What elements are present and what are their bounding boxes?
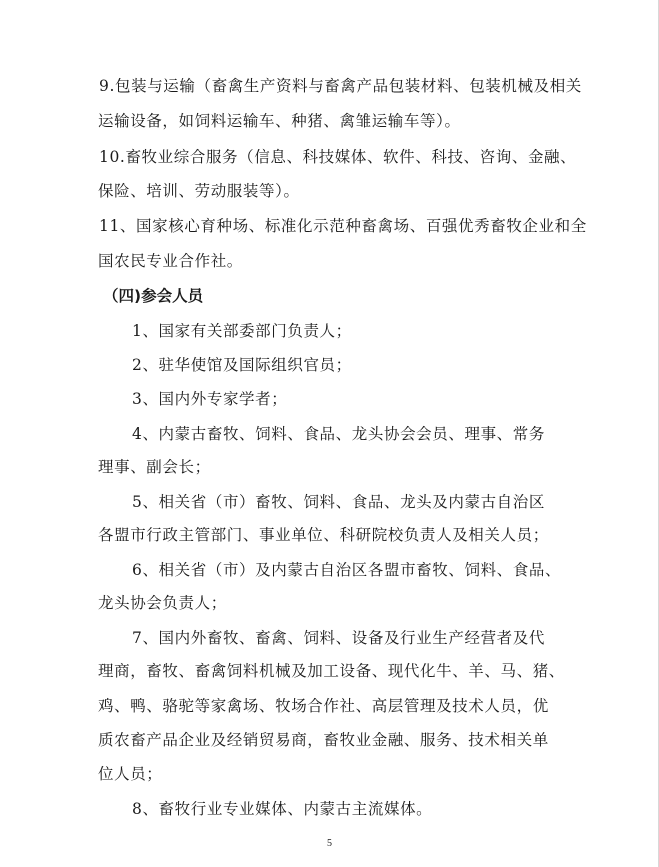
attendee-item-5-line-1: 5、相关省（市）畜牧、饲料、食品、龙头及内蒙古自治区 bbox=[132, 493, 545, 511]
page-number: 5 bbox=[327, 838, 332, 849]
attendee-item-3: 3、国内外专家学者； bbox=[132, 390, 288, 408]
attendee-item-7-line-1: 7、国内外畜牧、畜禽、饲料、设备及行业生产经营者及代 bbox=[132, 629, 545, 647]
paragraph-11-line-1: 11、国家核心育种场、标准化示范种畜禽场、百强优秀畜牧企业和全 bbox=[99, 217, 587, 235]
attendee-item-2: 2、驻华使馆及国际组织官员； bbox=[132, 356, 352, 374]
paragraph-10-line-2: 保险、培训、劳动服装等）。 bbox=[98, 182, 300, 200]
paragraph-9-line-1: 9.包装与运输（畜禽生产资料与畜禽产品包装材料、包装机械及相关 bbox=[99, 77, 582, 95]
attendee-item-1: 1、国家有关部委部门负责人； bbox=[132, 322, 352, 340]
paragraph-9-line-2: 运输设备，如饲料运输车、种猪、禽雏运输车等）。 bbox=[98, 112, 461, 130]
paragraph-10-line-1: 10.畜牧业综合服务（信息、科技媒体、软件、科技、咨询、金融、 bbox=[99, 148, 577, 166]
attendee-item-6-line-2: 龙头协会负责人； bbox=[98, 594, 227, 612]
attendee-item-5-line-2: 各盟市行政主管部门、事业单位、科研院校负责人及相关人员； bbox=[98, 526, 549, 544]
attendee-item-6-line-1: 6、相关省（市）及内蒙古自治区各盟市畜牧、饲料、食品、 bbox=[132, 561, 562, 579]
attendee-item-7-line-4: 质农畜产品企业及经销贸易商，畜牧业金融、服务、技术相关单 bbox=[98, 731, 549, 749]
attendee-item-7-line-2: 理商，畜牧、畜禽饲料机械及加工设备、现代化牛、羊、马、猪、 bbox=[98, 662, 565, 680]
section-heading: （四)参会人员 bbox=[103, 287, 204, 305]
attendee-item-7-line-3: 鸡、鸭、骆驼等家禽场、牧场合作社、高层管理及技术人员，优 bbox=[98, 697, 549, 715]
attendee-item-8: 8、畜牧行业专业媒体、内蒙古主流媒体。 bbox=[132, 800, 433, 818]
attendee-item-7-line-5: 位人员； bbox=[98, 765, 163, 783]
paragraph-11-line-2: 国农民专业合作社。 bbox=[98, 252, 243, 270]
attendee-item-4-line-1: 4、内蒙古畜牧、饲料、食品、龙头协会会员、理事、常务 bbox=[132, 425, 545, 443]
attendee-item-4-line-2: 理事、副会长； bbox=[98, 458, 211, 476]
